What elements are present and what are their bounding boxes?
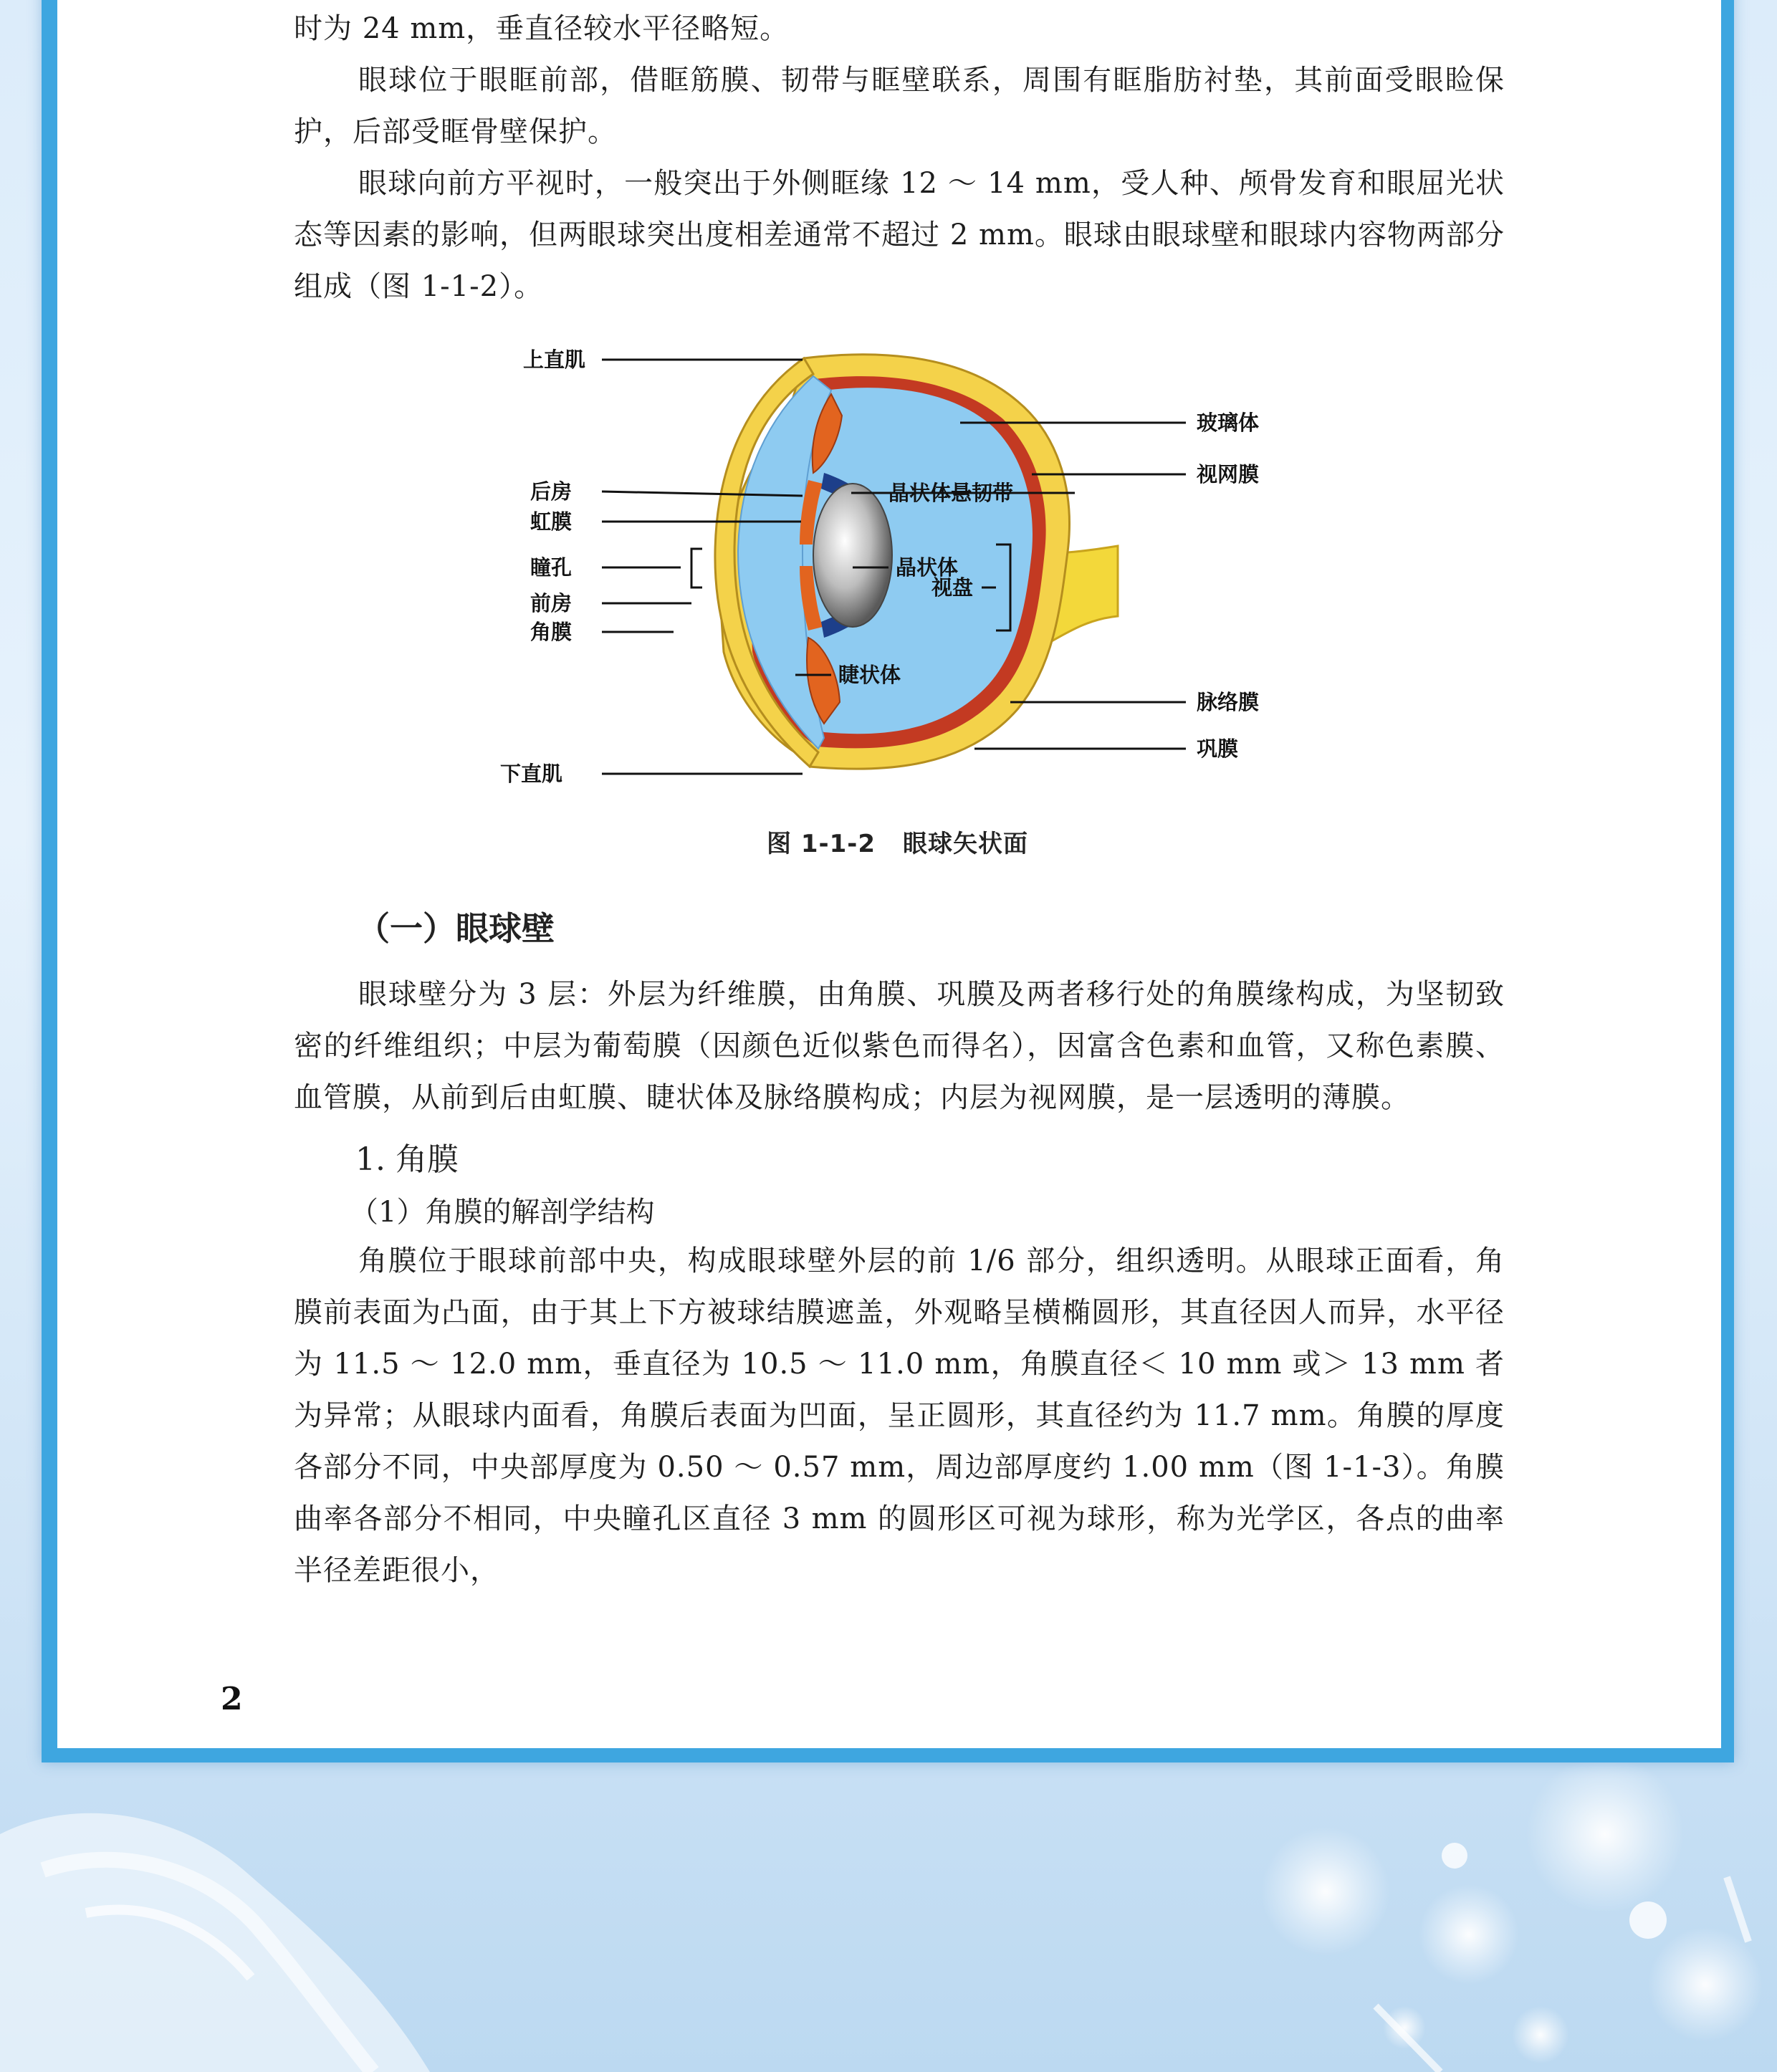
label-ciliary-body: 睫状体 (838, 663, 901, 687)
figure-title: 眼球矢状面 (903, 830, 1029, 858)
eye-diagram (487, 337, 1304, 802)
page-number: 2 (221, 1681, 243, 1717)
eye-sagittal-figure (487, 337, 1304, 802)
paragraph-block-top (294, 3, 1505, 312)
label-vitreous: 玻璃体 (1197, 411, 1260, 435)
label-optic-disc: 视盘 (931, 575, 974, 600)
label-anterior-chamber: 前房 (530, 591, 573, 615)
label-pupil: 瞳孔 (530, 555, 573, 580)
label-cornea: 角膜 (530, 620, 573, 644)
label-posterior-chamber: 后房 (530, 479, 573, 504)
subsection-heading: 1. 角膜 (355, 1141, 459, 1178)
label-zonule: 晶状体悬韧带 (888, 481, 1014, 505)
section-heading: （一）眼球壁 (357, 909, 555, 948)
subsubsection-heading: （1）角膜的解剖学结构 (350, 1196, 655, 1229)
label-sclera: 巩膜 (1197, 737, 1239, 761)
paragraph-eyewall-layers: 眼球壁分为 3 层：外层为纤维膜，由角膜、巩膜及两者移行处的角膜缘构成，为坚韧致密的纤维组织；中层为葡萄膜（因颜色近似紫色而得名），因富含色素和血管，又称色素膜、血管膜，从前到后由虹膜、睫状体及脉络膜构成；内层为视网膜，是一层透明的薄膜。 (294, 978, 1505, 1114)
lens-shape (813, 484, 892, 627)
paragraph-continuation: 时为 24 mm，垂直径较水平径略短。 (294, 12, 790, 45)
label-superior-rectus: 上直肌 (523, 347, 586, 372)
figure-caption (767, 824, 1028, 859)
paragraph-block-eyewall (294, 969, 1505, 1123)
label-inferior-rectus: 下直肌 (500, 762, 563, 786)
paragraph-eye-position: 眼球位于眼眶前部，借眶筋膜、韧带与眶壁联系，周围有眶脂肪衬垫，其前面受眼睑保护，后部受眶骨壁保护。 (294, 64, 1505, 148)
figure-number: 图 1-1-2 (767, 830, 876, 858)
paragraph-eye-protrusion: 眼球向前方平视时，一般突出于外侧眶缘 12 ～ 14 mm，受人种、颅骨发育和眼屈光状态等因素的影响，但两眼球突出度相差通常不超过 2 mm。眼球由眼球壁和眼球内容物两部分组成（图 1-1-2）。 (294, 167, 1505, 303)
background-decoration (0, 1748, 1777, 2072)
paragraph-block-cornea (294, 1235, 1505, 1596)
label-retina: 视网膜 (1197, 462, 1260, 486)
label-iris: 虹膜 (530, 509, 573, 534)
paragraph-cornea-structure: 角膜位于眼球前部中央，构成眼球壁外层的前 1/6 部分，组织透明。从眼球正面看，角膜前表面为凸面，由于其上下方被球结膜遮盖，外观略呈横椭圆形，其直径因人而异，水平径为 11.5 ～ 12.0 mm，垂直径为 10.5 ～ 11.0 mm，角膜直径＜ 10 mm 或＞ 13 mm 者为异常；从眼球内面看，角膜后表面为凹面，呈正圆形，其直径约为 11.7 mm。角膜的厚度各部分不同，中央部厚度为 0.50 ～ 0.57 mm，周边部厚度约 1.00 mm（图 1-1-3）。角膜曲率各部分不相同，中央瞳孔区直径 3 mm 的圆形区可视为球形，称为光学区，各点的曲率半径差距很小， (294, 1244, 1505, 1587)
label-lens: 晶状体 (896, 555, 959, 580)
label-choroid: 脉络膜 (1197, 690, 1260, 714)
